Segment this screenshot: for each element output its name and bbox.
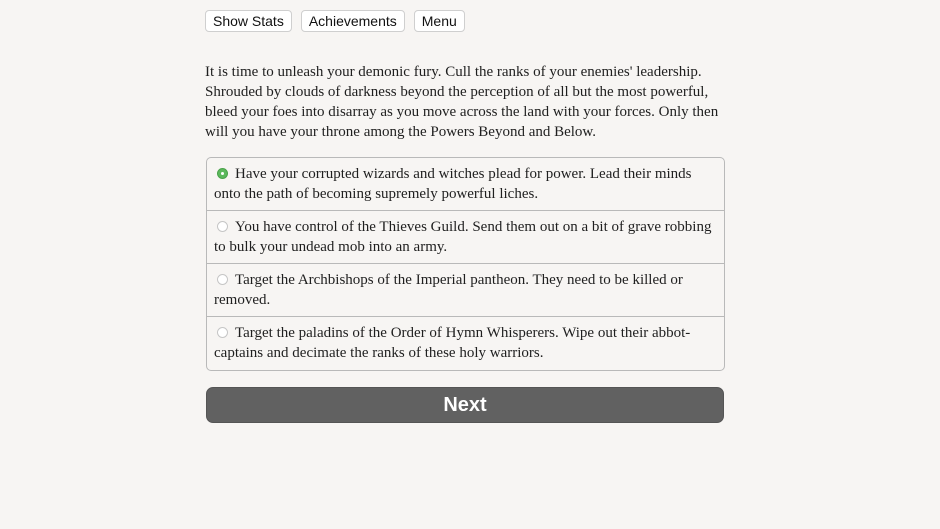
radio-empty-icon[interactable] — [217, 274, 228, 285]
choice-label: Target the paladins of the Order of Hymn Whisperers. Wipe out their abbot-captains and decimate the ranks of these holy warriors. — [214, 325, 691, 361]
choice-label: Have your corrupted wizards and witches plead for power. Lead their minds onto the path of becoming supremely powerful liches. — [214, 166, 692, 202]
menu-button[interactable]: Menu — [414, 10, 465, 32]
choice-option[interactable] — [207, 317, 724, 370]
choice-list — [206, 157, 725, 371]
achievements-button[interactable]: Achievements — [301, 10, 405, 32]
show-stats-button[interactable]: Show Stats — [205, 10, 292, 32]
choice-label: Target the Archbishops of the Imperial pantheon. They need to be killed or removed. — [214, 272, 683, 308]
story-text: It is time to unleash your demonic fury. Cull the ranks of your enemies' leadership. Shrouded by clouds of darkness beyond the perception of all but the most powerful, bleed your foes into disarray as you move across the land with your forces. Only then will you have your throne among the Powers Beyond and Below. — [205, 64, 719, 140]
radio-selected-icon[interactable] — [217, 168, 228, 179]
choice-option[interactable] — [207, 264, 724, 317]
choice-label: You have control of the Thieves Guild. Send them out on a bit of grave robbing to bulk your undead mob into an army. — [214, 219, 712, 255]
next-button[interactable]: Next — [206, 387, 724, 423]
choice-option[interactable] — [207, 211, 724, 264]
top-toolbar — [205, 10, 465, 32]
choice-option[interactable] — [207, 158, 724, 211]
radio-empty-icon[interactable] — [217, 221, 228, 232]
radio-empty-icon[interactable] — [217, 327, 228, 338]
